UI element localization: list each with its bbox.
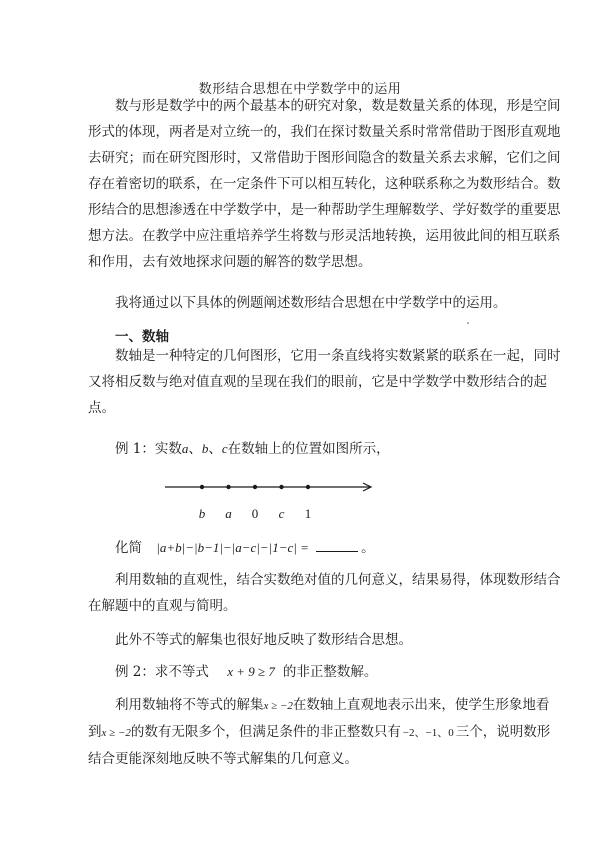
example1-statement: [115, 437, 390, 457]
number-line-label: b: [198, 506, 206, 521]
conclusion1-paragraph: [88, 567, 561, 619]
var-b: b: [201, 441, 209, 456]
example2-prefix: 例 2：求不等式: [115, 664, 209, 680]
number-line: [160, 472, 380, 522]
conclusion1-line: 利用数轴的直观性，结合实数绝对值的几何意义，结果易得，体现数形结合: [115, 572, 561, 588]
example2-expression: x + 9 ≥ 7: [227, 664, 275, 679]
number-line-label: 1: [304, 506, 312, 521]
conclusion2-line1: [88, 692, 550, 719]
number-line-point: [306, 485, 310, 489]
example2-suffix: 的非正整数解。: [282, 664, 378, 680]
conclusion2-line2: [88, 719, 551, 746]
text-segment: 在数轴上直观地表示出来，使学生形象地看: [292, 697, 550, 713]
example2-statement: [115, 660, 377, 680]
separator: 、: [208, 441, 222, 457]
number-line-point: [279, 485, 283, 489]
text-segment: 到: [88, 724, 102, 740]
section1-line: 数轴是一种特定的几何图形，它用一条直线将实数紧紧的联系在一起，同时: [115, 348, 561, 364]
inequality-sentence: 此外不等式的解集也很好地反映了数形结合思想。: [115, 632, 412, 648]
plan-sentence: 我将通过以下具体的例题阐述数形结合思想在中学数学中的运用。: [115, 295, 507, 311]
conclusion2-paragraph: [88, 692, 551, 772]
number-line-graphic: [160, 472, 380, 502]
number-line-point: [200, 485, 204, 489]
intro-line: 形式的体现，两者是对立统一的，我们在探讨数量关系时常常借助于图形直观地: [88, 124, 561, 140]
document-title: 数形结合思想在中学数学中的运用: [198, 82, 402, 97]
intro-line: 形结合的思想渗透在中学数学中，是一种帮助学生理解数学、学好数学的重要思: [88, 202, 561, 218]
section1-line: 又将相反数与绝对值直观的呈现在我们的眼前，它是中学数学中数形结合的起: [88, 374, 547, 390]
number-line-point: [226, 485, 230, 489]
intro-line: 想方法。在教学中应注重培养学生将数与形灵活地转换，运用彼此间的相互联系: [88, 228, 561, 244]
text-segment: 利用数轴将不等式的解集: [115, 697, 264, 713]
number-line-point: [253, 485, 257, 489]
separator: 、: [188, 441, 202, 457]
simplify-prefix: 化简: [115, 540, 142, 556]
conclusion1-line: 在解题中的直观与简明。: [88, 598, 237, 614]
intro-line: 去研究；而在研究图形时，又常借助于图形间隐含的数量关系去求解，它们之间: [88, 150, 561, 166]
section1-paragraph: [88, 343, 561, 421]
intro-paragraph: [88, 93, 561, 275]
var-a: a: [181, 441, 189, 456]
stray-mark: [467, 322, 469, 324]
section1-line: 点。: [88, 400, 115, 416]
section-heading: 一、数轴: [115, 329, 169, 345]
number-line-label: a: [225, 506, 232, 521]
number-line-label: c: [278, 506, 285, 521]
example1-prefix: 例 1：实数: [115, 441, 182, 457]
example1-suffix: 在数轴上的位置如图所示，: [227, 441, 390, 457]
number-line-label: 0: [251, 506, 259, 521]
var-c: c: [221, 441, 228, 456]
solution-set-expression: x ≥ −2: [263, 700, 293, 712]
answer-blank: [316, 539, 358, 552]
solution-values: −2、−1、0: [402, 727, 454, 739]
conclusion2-line3: 结合更能深刻地反映不等式解集的几何意义。: [88, 751, 358, 767]
solution-set-expression: x ≥ −2: [101, 727, 131, 739]
text-segment: 的数有无限多个，但满足条件的非正整数只有: [130, 724, 401, 740]
simplify-statement: [115, 536, 375, 556]
text-segment: 三个，说明数形: [455, 724, 551, 740]
simplify-expression: |a+b|−|b−1|−|a−c|−|1−c| =: [156, 540, 309, 555]
intro-line: 和作用，去有效地探求问题的解答的数学思想。: [88, 254, 372, 270]
intro-line: 数与形是数学中的两个最基本的研究对象，数是数量关系的体现，形是空间: [115, 98, 561, 114]
simplify-suffix: 。: [361, 540, 375, 556]
intro-line: 存在着密切的联系，在一定条件下可以相互转化，这种联系称之为数形结合。数: [88, 176, 561, 192]
